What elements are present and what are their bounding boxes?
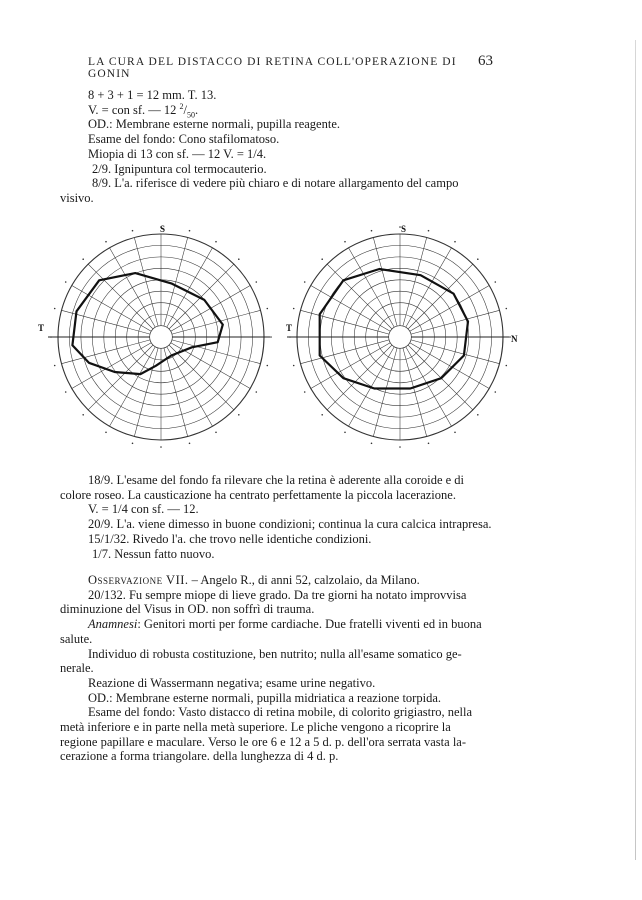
- chart-tick-dot: [506, 308, 508, 310]
- chart-tick-dot: [267, 365, 269, 367]
- text-line: 1/7. Nessun fatto nuovo.: [92, 546, 215, 561]
- text-line: Miopia di 13 con sf. — 12 V. = 1/4.: [88, 146, 267, 161]
- chart-tick-dot: [495, 391, 497, 393]
- left-visual-field-chart: [48, 226, 272, 448]
- left-chart-label-s: S: [160, 224, 166, 234]
- chart-meridian: [167, 347, 213, 426]
- text-line: 18/9. L'esame del fondo fa rilevare che la retina è aderente alla coroide e di: [88, 473, 465, 487]
- text-line: OD.: Membrane esterne normali, pupilla midriatica a reazione torpida.: [88, 690, 441, 705]
- chart-meridian: [373, 348, 397, 437]
- chart-meridian: [110, 347, 156, 426]
- chart-meridian: [373, 238, 397, 327]
- text-line: 8 + 3 + 1 = 12 mm. T. 13.: [88, 88, 217, 102]
- chart-meridian: [411, 310, 500, 334]
- right-chart-label-t: T: [286, 323, 293, 333]
- chart-tick-dot: [189, 230, 191, 232]
- chart-meridian: [327, 345, 392, 410]
- chart-tick-dot: [65, 281, 67, 283]
- scan-edge-line: [635, 40, 636, 860]
- chart-center: [389, 326, 412, 349]
- chart-tick-dot: [132, 230, 134, 232]
- chart-tick-dot: [270, 336, 272, 338]
- text-line: 15/1/32. Rivedo l'a. che trovo nelle identiche condizioni.: [88, 531, 372, 546]
- chart-tick-dot: [160, 446, 162, 448]
- text-line: Esame del fondo: Vasto distacco di retina mobile, di colorito grigiastro, nella: [88, 705, 473, 720]
- text-line: Reazione di Wassermann negativa; esame urine negativo.: [88, 675, 376, 690]
- text-line: 20/9. L'a. viene dimesso in buone condizioni; continua la cura calcica intrapresa.: [88, 517, 492, 532]
- text-line: Anamnesi: Genitori morti per forme cardiache. Due fratelli viventi ed in buona: [88, 617, 482, 632]
- chart-tick-dot: [454, 432, 456, 434]
- chart-tick-dot: [54, 308, 56, 310]
- text-line: 20/132. Fu sempre miope di lieve grado. Da tre giorni ha notato improvvisa: [88, 587, 467, 602]
- text-line: nerale.: [60, 661, 94, 676]
- text-line: metà inferiore e in parte nella metà superiore. Le pliche vengono a ricoprire la: [60, 720, 451, 735]
- chart-tick-dot: [267, 308, 269, 310]
- chart-meridian: [171, 343, 250, 389]
- chart-tick-dot: [82, 414, 84, 416]
- chart-tick-dot: [371, 443, 373, 445]
- chart-tick-dot: [304, 391, 306, 393]
- case-notes-top: [60, 88, 500, 206]
- chart-tick-dot: [304, 281, 306, 283]
- chart-tick-dot: [256, 391, 258, 393]
- text-line: salute.: [60, 631, 93, 646]
- chart-meridian: [301, 340, 390, 364]
- chart-tick-dot: [477, 258, 479, 260]
- chart-meridian: [172, 310, 261, 334]
- chart-tick-dot: [105, 241, 107, 243]
- chart-meridian: [403, 238, 427, 327]
- chart-tick-dot: [50, 336, 52, 338]
- perimetry-charts-svg: [30, 218, 530, 458]
- chart-meridian: [110, 248, 156, 327]
- text-line: V. = 1/4 con sf. — 12.: [88, 502, 199, 517]
- chart-tick-dot: [215, 241, 217, 243]
- text-line: diminuzione del Visus in OD. non soffrì di trauma.: [60, 602, 315, 617]
- chart-tick-dot: [105, 432, 107, 434]
- chart-tick-dot: [454, 241, 456, 243]
- chart-tick-dot: [495, 281, 497, 283]
- chart-tick-dot: [256, 281, 258, 283]
- chart-meridian: [406, 347, 452, 426]
- text-line: OD.: Membrane esterne normali, pupilla reagente.: [88, 117, 340, 132]
- chart-tick-dot: [215, 432, 217, 434]
- chart-meridian: [72, 286, 151, 332]
- right-chart-label-n: N: [511, 334, 518, 344]
- chart-meridian: [169, 264, 234, 329]
- chart-tick-dot: [506, 365, 508, 367]
- chart-tick-dot: [82, 258, 84, 260]
- running-title: LA CURA DEL DISTACCO DI RETINA COLL'OPERAZIONE DI GONIN: [88, 56, 457, 80]
- chart-tick-dot: [428, 443, 430, 445]
- chart-tick-dot: [399, 446, 401, 448]
- text-line: Esame del fondo: Cono stafilomatoso.: [88, 132, 280, 147]
- text-line: 8/9. L'a. riferisce di vedere più chiaro e di notare allargamento del campo: [92, 176, 459, 191]
- case-notes-follow-up: [60, 473, 500, 561]
- chart-tick-dot: [344, 241, 346, 243]
- chart-tick-dot: [65, 391, 67, 393]
- text-line: V. = con sf. — 12 $^2/_{50}$.: [88, 101, 199, 120]
- text-line: colore roseo. La causticazione ha centrato perfettamente la piccola lacerazione.: [60, 487, 456, 502]
- chart-tick-dot: [238, 414, 240, 416]
- chart-tick-dot: [371, 230, 373, 232]
- chart-tick-dot: [428, 230, 430, 232]
- chart-meridian: [327, 264, 392, 329]
- chart-tick-dot: [293, 365, 295, 367]
- visual-field-figure: [30, 218, 530, 458]
- chart-meridian: [411, 340, 500, 364]
- chart-meridian: [72, 343, 151, 389]
- chart-meridian: [167, 248, 213, 327]
- chart-meridian: [88, 264, 153, 329]
- chart-tick-dot: [477, 414, 479, 416]
- chart-meridian: [164, 348, 188, 437]
- chart-tick-dot: [321, 414, 323, 416]
- observation-vii: [60, 573, 500, 764]
- chart-tick-dot: [238, 258, 240, 260]
- chart-tick-dot: [321, 258, 323, 260]
- right-visual-field-chart: [287, 226, 511, 448]
- chart-tick-dot: [54, 365, 56, 367]
- chart-tick-dot: [189, 443, 191, 445]
- text-line: regione papillare e maculare. Verso le ore 6 e 12 a 5 d. p. dell'ora serrata vasta la-: [60, 734, 467, 749]
- page-number: 63: [478, 53, 493, 69]
- chart-tick-dot: [132, 443, 134, 445]
- text-line: visivo.: [60, 190, 94, 205]
- chart-meridian: [88, 345, 153, 410]
- chart-meridian: [134, 238, 158, 327]
- observation-heading: Osservazione VII. – Angelo R., di anni 52, calzolaio, da Milano.: [88, 573, 420, 587]
- chart-meridian: [62, 340, 151, 364]
- chart-tick-dot: [293, 308, 295, 310]
- chart-tick-dot: [344, 432, 346, 434]
- left-chart-label-t: T: [38, 323, 45, 333]
- chart-meridian: [169, 345, 234, 410]
- text-line: Individuo di robusta costituzione, ben nutrito; nulla all'esame somatico ge-: [88, 646, 462, 661]
- right-chart-label-s: S: [401, 224, 407, 234]
- chart-meridian: [410, 343, 489, 389]
- text-line: 2/9. Ignipuntura col termocauterio.: [92, 161, 267, 176]
- chart-meridian: [301, 310, 390, 334]
- chart-center: [150, 326, 173, 349]
- chart-meridian: [403, 348, 427, 437]
- chart-tick-dot: [289, 336, 291, 338]
- chart-meridian: [134, 348, 158, 437]
- text-line: cerazione a forma triangolare. della lunghezza di 4 d. p.: [60, 749, 339, 764]
- chart-meridian: [349, 248, 395, 327]
